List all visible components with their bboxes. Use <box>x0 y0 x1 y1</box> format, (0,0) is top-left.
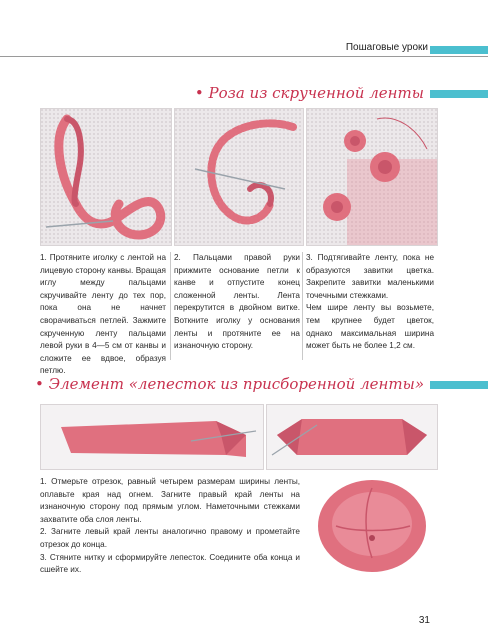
ribbon-loop-illustration <box>41 109 171 245</box>
photo-finished-petal <box>306 476 436 584</box>
section1-step1-text: 1. Протяните иголку с лентой на лицевую сторону канвы. Вращая иглу между пальцами скручивайте ленту до тех пор, пока она не начнет сворачиваться петлей. Зажмите скрученную ленту пальцами левой руки в 4—5 см от канвы и сложите ее вдвое, образуя петлю. <box>40 253 166 376</box>
header-teal-tab <box>430 46 488 54</box>
section2-title: • Элемент «лепесток из присборенной ленты» <box>35 375 424 393</box>
photo-step2-twisted-ribbon <box>174 108 304 246</box>
section-label: Пошаговые уроки <box>345 42 428 53</box>
folded-ribbon-illustration <box>41 405 263 469</box>
section1-step3-text: 3. Подтягивайте ленту, пока не образуются завитки цветка. Закрепите завитки маленькими точечными стежками. Чем шире ленту вы возьмете, тем крупнее будет цветок, однако максимальная ширина может быть не более 1,2 см. <box>306 253 434 351</box>
header-rule <box>0 56 488 57</box>
photo-step3-ribbon-roses <box>306 108 438 246</box>
photo-petal-step2 <box>266 404 438 470</box>
section2-instructions: 1. Отмерьте отрезок, равный четырем размерам ширины ленты, оплавьте края над огнем. Загните правый край ленты на изнаночную сторону под прямым углом. Наметочными стежками захватите оба слоя ленты. 2. Загните левый край ленты аналогично правому и прометайте отрезок до конца. 3. Стяните нитку и сформируйте лепесток. Соедините оба конца и сшейте их. <box>40 477 300 575</box>
gathered-ribbon-illustration <box>267 405 437 469</box>
section2-teal-tab <box>430 381 488 389</box>
section1-step2-text: 2. Пальцами правой руки прижмите основание петли к канве и отпустите конец сложенной ленты. Лента перекрутится в двойном витке. Воткните иголку у основания ленты и протяните ее на изнаночную сторону. <box>174 253 300 351</box>
photo-step1-ribbon-loop <box>40 108 172 246</box>
page-number: 31 <box>418 615 430 626</box>
section1-title: • Роза из скрученной ленты <box>194 84 424 102</box>
petal-illustration <box>306 476 436 584</box>
twisted-ribbon-illustration <box>175 109 303 245</box>
photo-petal-step1 <box>40 404 264 470</box>
column-divider <box>302 252 303 360</box>
section1-teal-tab <box>430 90 488 98</box>
column-divider <box>170 252 171 360</box>
ribbon-roses-illustration <box>307 109 437 245</box>
